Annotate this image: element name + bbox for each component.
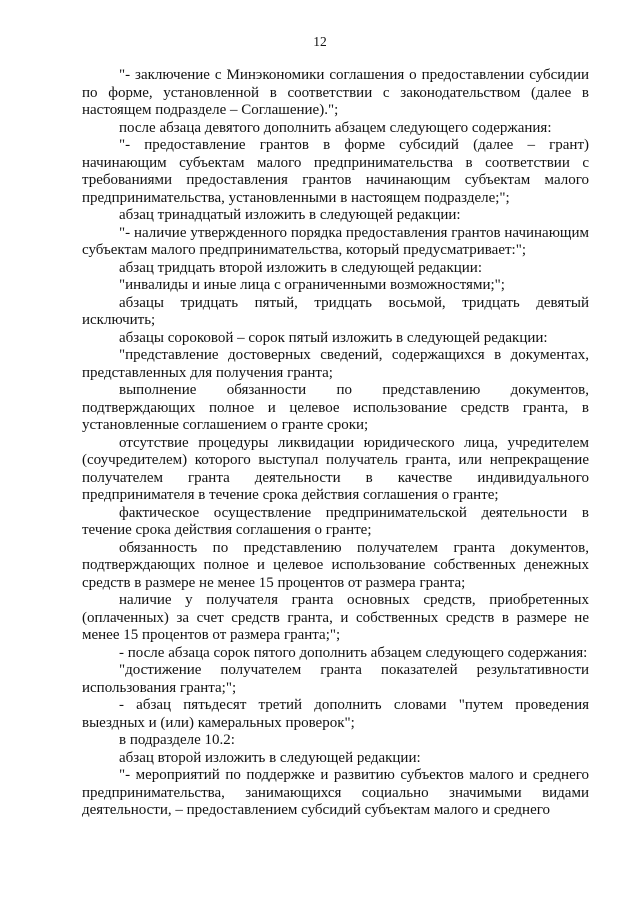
paragraph: абзацы тридцать пятый, тридцать восьмой, тридцать девятый исключить; — [82, 294, 589, 328]
paragraph: "- предоставление грантов в форме субсидий (далее – грант) начинающим субъектам малого предпринимательства в соответствии с требованиями предоставления грантов начинающим субъектам малого предпринимательства, установленными в настоящем подразделе;"; — [82, 137, 589, 206]
paragraph: абзац тринадцатый изложить в следующей редакции: — [119, 207, 461, 223]
paragraph: после абзаца девятого дополнить абзацем следующего содержания: — [119, 119, 552, 136]
paragraph: "достижение получателем гранта показателей результативности использования гранта;"; — [82, 662, 589, 696]
paragraph: абзац второй изложить в следующей редакции: — [119, 749, 421, 766]
paragraph: "- мероприятий по поддержке и развитию субъектов малого и среднего предпринимательства, занимающихся социально значимыми видами деятельности, – предоставлением субсидий субъектам малого и среднего — [82, 767, 589, 818]
paragraph: "- наличие утвержденного порядка предоставления грантов начинающим субъектам малого предпринимательства, который предусматривает:"; — [82, 224, 589, 258]
paragraph: выполнение обязанности по представлению документов, подтверждающих полное и целевое использование средств гранта, в установленные соглашением о гранте сроки; — [82, 382, 589, 433]
paragraph: - после абзаца сорок пятого дополнить абзацем следующего содержания: — [119, 644, 588, 661]
paragraph: отсутствие процедуры ликвидации юридического лица, учредителем (соучредителем) которого выступал получатель гранта, или непрекращение получателем гранта деятельности в качестве индивидуального предпринимателя в течение срока действия соглашения о гранте; — [82, 434, 589, 503]
paragraph: "инвалиды и иные лица с ограниченными возможностями;"; — [119, 277, 505, 293]
document-body — [82, 67, 589, 820]
paragraph: "представление достоверных сведений, содержащихся в документах, представленных для получения гранта; — [82, 347, 589, 381]
paragraph: наличие у получателя гранта основных средств, приобретенных (оплаченных) за счет средств гранта, и собственных средств в размере не менее 15 процентов от размера гранта;"; — [82, 592, 589, 643]
paragraph: - абзац пятьдесят третий дополнить словами "путем проведения выездных и (или) камеральных проверок"; — [82, 697, 589, 731]
paragraph: в подразделе 10.2: — [119, 732, 235, 748]
paragraph: абзацы сороковой – сорок пятый изложить в следующей редакции: — [119, 329, 548, 346]
paragraph: абзац тридцать второй изложить в следующей редакции: — [119, 259, 482, 276]
paragraph: "- заключение с Минэкономики соглашения о предоставлении субсидии по форме, установленной в соответствии с законодательством (далее в настоящем подразделе – Соглашение)."; — [82, 67, 589, 118]
paragraph: фактическое осуществление предпринимательской деятельности в течение срока действия соглашения о гранте; — [82, 504, 589, 538]
paragraph: обязанность по представлению получателем гранта документов, подтверждающих полное и целевое использование собственных денежных средств в размере не менее 15 процентов от размера гранта; — [82, 539, 589, 591]
page-number: 12 — [313, 34, 327, 49]
